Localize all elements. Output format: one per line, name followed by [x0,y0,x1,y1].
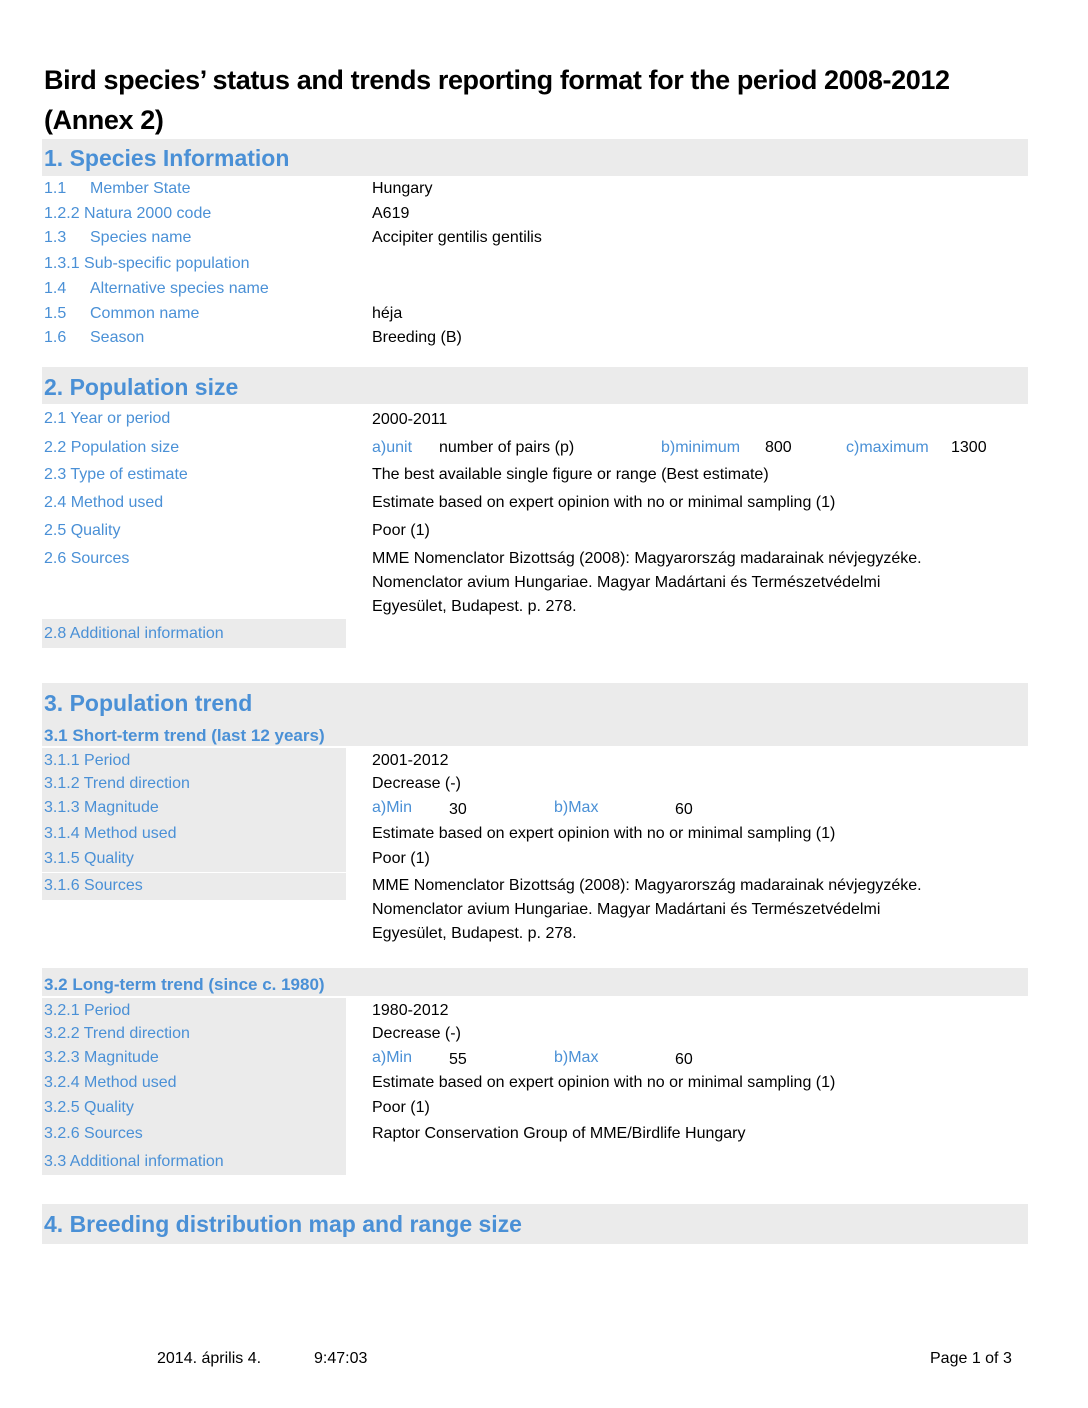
field-value-method-used: Estimate based on expert opinion with no or minimal sampling (1) [372,494,836,511]
field-value-sources: MME Nomenclator Bizottság (2008): Magyarország madarainak névjegyzéke. Nomenclator avium Hungariae. Magyar Madártani és Természetvédelmi Egyesület, Budapest. p. 278. [372,550,922,615]
field-label-long-sources: 3.2.6 Sources [44,1125,143,1142]
field-label-short-sources: 3.1.6 Sources [44,877,143,894]
field-value-short-period: 2001-2012 [372,752,449,769]
field-label-short-trend-direction: 3.1.2 Trend direction [44,775,190,792]
field-label-sub-specific-population: 1.3.1 Sub-specific population [44,255,250,272]
field-value-quality: Poor (1) [372,522,430,539]
field-label-sources: 2.6 Sources [44,550,130,567]
section-2-title: 2. Population size [44,374,239,400]
field-label-short-quality: 3.1.5 Quality [44,850,134,867]
long-max-value: 60 [675,1051,693,1068]
field-value-short-quality: Poor (1) [372,850,430,867]
unit-value: number of pairs (p) [439,439,575,456]
field-label-short-method-used: 3.1.4 Method used [44,825,177,842]
field-label-short-magnitude: 3.1.3 Magnitude [44,799,159,816]
field-value-short-trend-direction: Decrease (-) [372,775,461,792]
minimum-value: 800 [765,439,792,456]
field-label-long-trend-direction: 3.2.2 Trend direction [44,1025,190,1042]
title-line-2: (Annex 2) [44,105,164,135]
field-label-population-size: 2.2 Population size [44,439,180,456]
field-label-natura-code: 1.2.2 Natura 2000 code [44,205,212,222]
field-value-long-period: 1980-2012 [372,1002,449,1019]
field-label-long-period: 3.2.1 Period [44,1002,131,1019]
field-value-long-sources: Raptor Conservation Group of MME/Birdlife Hungary [372,1125,746,1142]
short-magnitude-values [372,799,693,818]
long-term-trend-title: 3.2 Long-term trend (since c. 1980) [44,975,325,994]
field-label-short-period: 3.1.1 Period [44,752,131,769]
long-min-value: 55 [449,1051,467,1068]
short-max-value: 60 [675,801,693,818]
field-value-season: Breeding (B) [372,329,462,346]
field-label-additional-information: 2.8 Additional information [44,625,224,642]
short-min-label: a)Min [372,799,413,816]
field-label-alternative-species-name: 1.4 Alternative species name [44,280,269,297]
field-value-member-state: Hungary [372,180,433,197]
section-4-title: 4. Breeding distribution map and range size [44,1211,522,1237]
field-label-method-used: 2.4 Method used [44,494,164,511]
short-max-label: b)Max [554,799,599,816]
field-value-type-of-estimate: The best available single figure or range (Best estimate) [372,466,769,483]
field-label-type-of-estimate: 2.3 Type of estimate [44,466,188,483]
section-1-title: 1. Species Information [44,145,290,171]
field-label-member-state: 1.1 Member State [44,180,191,197]
field-value-natura-code: A619 [372,205,410,222]
section-3-title: 3. Population trend [44,690,253,716]
field-label-common-name: 1.5 Common name [44,305,200,322]
field-value-long-quality: Poor (1) [372,1099,430,1116]
field-value-year: 2000-2011 [372,411,448,428]
long-min-label: a)Min [372,1049,413,1066]
footer-page-number: Page 1 of 3 [930,1350,1012,1367]
field-value-long-method-used: Estimate based on expert opinion with no or minimal sampling (1) [372,1074,836,1091]
short-sources-divider [42,872,346,873]
footer-time: 9:47:03 [314,1350,368,1367]
field-label-long-method-used: 3.2.4 Method used [44,1074,177,1091]
short-min-value: 30 [449,801,467,818]
long-magnitude-values [372,1049,693,1068]
field-label-year: 2.1 Year or period [44,410,171,427]
maximum-label: c)maximum [846,439,929,456]
field-value-common-name: héja [372,305,403,322]
field-label-season: 1.6 Season [44,329,145,346]
field-label-long-additional-information: 3.3 Additional information [44,1153,224,1170]
footer-date: 2014. április 4. [157,1350,262,1367]
field-value-short-method-used: Estimate based on expert opinion with no or minimal sampling (1) [372,825,836,842]
field-value-species-name: Accipiter gentilis gentilis [372,229,542,246]
field-label-long-quality: 3.2.5 Quality [44,1099,134,1116]
minimum-label: b)minimum [661,439,741,456]
unit-label: a)unit [372,439,413,456]
field-value-short-sources: MME Nomenclator Bizottság (2008): Magyarország madarainak névjegyzéke. Nomenclator avium Hungariae. Magyar Madártani és Természetvédelmi Egyesület, Budapest. p. 278. [372,877,922,942]
field-label-long-magnitude: 3.2.3 Magnitude [44,1049,159,1066]
field-label-quality: 2.5 Quality [44,522,121,539]
field-label-species-name: 1.3 Species name [44,229,192,246]
long-max-label: b)Max [554,1049,599,1066]
title-line-1: Bird species’ status and trends reporting format for the period 2008-2012 [44,65,950,95]
field-value-long-trend-direction: Decrease (-) [372,1025,461,1042]
document-title [44,60,1044,140]
maximum-value: 1300 [951,439,987,456]
population-size-values [372,439,987,457]
short-term-trend-title: 3.1 Short-term trend (last 12 years) [44,726,325,745]
